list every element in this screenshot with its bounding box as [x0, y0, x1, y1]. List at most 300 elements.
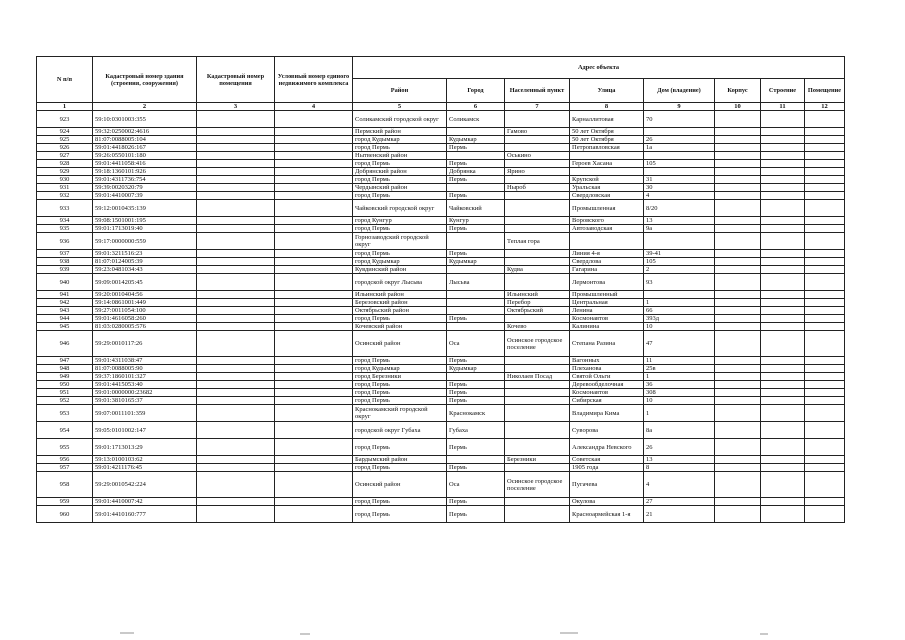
- column-number: 5: [353, 103, 447, 111]
- table-row: [37, 389, 845, 397]
- cell-row-num: 936: [37, 233, 93, 250]
- header-cond-num: Условный номер единого недвижимого комплекса: [275, 57, 353, 103]
- column-number: 12: [805, 103, 845, 111]
- cell-street: Сибирская: [570, 397, 644, 405]
- cell-locality: [505, 405, 570, 422]
- cell-district: Ильинский район: [353, 291, 447, 299]
- cell-district: город Пермь: [353, 397, 447, 405]
- header-locality: Населенный пункт: [505, 79, 570, 103]
- cell-street: Свердловская: [570, 192, 644, 200]
- cell-room: [805, 506, 845, 523]
- cell-room: [805, 168, 845, 176]
- cell-row-num: 953: [37, 405, 93, 422]
- column-number-row: [37, 103, 845, 111]
- cell-room: [805, 184, 845, 192]
- cell-district: Добрянский район: [353, 168, 447, 176]
- cell-locality: Кудва: [505, 266, 570, 274]
- cell-cond-num: [275, 323, 353, 331]
- header-house: Дом (владение): [644, 79, 715, 103]
- cell-cond-num: [275, 439, 353, 456]
- cell-building: [761, 291, 805, 299]
- cell-building: [761, 217, 805, 225]
- cell-cad-building: 81:07:0088005:104: [93, 136, 197, 144]
- cell-house: 8/20: [644, 200, 715, 217]
- cell-cad-building: 59:05:0101002:147: [93, 422, 197, 439]
- cell-korpus: [715, 111, 761, 128]
- cell-cad-building: 81:07:0124005:39: [93, 258, 197, 266]
- cell-cad-building: 59:01:4311038:47: [93, 357, 197, 365]
- table-row: [37, 184, 845, 192]
- cell-locality: [505, 250, 570, 258]
- cell-korpus: [715, 200, 761, 217]
- cell-cad-room: [197, 365, 275, 373]
- cell-korpus: [715, 168, 761, 176]
- cell-cond-num: [275, 111, 353, 128]
- cell-cad-room: [197, 152, 275, 160]
- cell-row-num: 943: [37, 307, 93, 315]
- cell-korpus: [715, 397, 761, 405]
- cell-district: Бардымский район: [353, 456, 447, 464]
- cell-city: [447, 152, 505, 160]
- cell-city: Лысьва: [447, 274, 505, 291]
- cell-district: город Пермь: [353, 381, 447, 389]
- cell-building: [761, 365, 805, 373]
- cell-korpus: [715, 225, 761, 233]
- cell-city: Соликамск: [447, 111, 505, 128]
- cell-cad-building: 59:08:1501001:195: [93, 217, 197, 225]
- cell-house: 10: [644, 323, 715, 331]
- cell-korpus: [715, 365, 761, 373]
- cell-cad-room: [197, 266, 275, 274]
- cell-district: Пермский район: [353, 128, 447, 136]
- cell-street: Плеханова: [570, 365, 644, 373]
- cell-cad-building: 59:39:0020320:79: [93, 184, 197, 192]
- cell-city: Кудымкар: [447, 365, 505, 373]
- table-row: [37, 168, 845, 176]
- cell-street: [570, 233, 644, 250]
- column-number: 4: [275, 103, 353, 111]
- cell-city: Краснокамск: [447, 405, 505, 422]
- cell-district: город Пермь: [353, 389, 447, 397]
- cell-cad-room: [197, 250, 275, 258]
- cell-room: [805, 128, 845, 136]
- cell-cad-building: 59:01:4410007:42: [93, 498, 197, 506]
- column-number: 1: [37, 103, 93, 111]
- table-row: [37, 331, 845, 357]
- cell-house: 27: [644, 498, 715, 506]
- cell-row-num: 960: [37, 506, 93, 523]
- cell-korpus: [715, 373, 761, 381]
- cell-korpus: [715, 422, 761, 439]
- cell-city: [447, 307, 505, 315]
- cell-district: город Пермь: [353, 144, 447, 152]
- cell-locality: [505, 176, 570, 184]
- cell-locality: [505, 464, 570, 472]
- cell-house: 39-41: [644, 250, 715, 258]
- cell-room: [805, 274, 845, 291]
- cell-street: Карналлитовая: [570, 111, 644, 128]
- cell-district: город Пермь: [353, 498, 447, 506]
- table-row: [37, 176, 845, 184]
- cell-cad-building: 59:10:0301003:355: [93, 111, 197, 128]
- cell-building: [761, 299, 805, 307]
- cell-city: [447, 373, 505, 381]
- cell-row-num: 959: [37, 498, 93, 506]
- cell-building: [761, 225, 805, 233]
- cell-house: 70: [644, 111, 715, 128]
- cell-city: Пермь: [447, 397, 505, 405]
- cell-room: [805, 192, 845, 200]
- cell-street: Крупской: [570, 176, 644, 184]
- cell-building: [761, 233, 805, 250]
- cell-locality: Ильинский: [505, 291, 570, 299]
- cell-room: [805, 456, 845, 464]
- cell-street: 1905 года: [570, 464, 644, 472]
- cell-korpus: [715, 128, 761, 136]
- cell-street: Петропавловская: [570, 144, 644, 152]
- cell-building: [761, 323, 805, 331]
- cell-cad-room: [197, 200, 275, 217]
- cell-building: [761, 192, 805, 200]
- cell-building: [761, 200, 805, 217]
- cell-room: [805, 389, 845, 397]
- cell-korpus: [715, 456, 761, 464]
- cell-cond-num: [275, 168, 353, 176]
- cell-city: Пермь: [447, 192, 505, 200]
- cell-cad-room: [197, 184, 275, 192]
- cell-locality: [505, 258, 570, 266]
- header-room: Помещение: [805, 79, 845, 103]
- cell-korpus: [715, 389, 761, 397]
- cell-cad-room: [197, 160, 275, 168]
- cell-cond-num: [275, 315, 353, 323]
- cell-cad-room: [197, 381, 275, 389]
- cell-row-num: 940: [37, 274, 93, 291]
- cell-house: 393д: [644, 315, 715, 323]
- cell-house: 8а: [644, 422, 715, 439]
- cell-cond-num: [275, 192, 353, 200]
- table-row: [37, 274, 845, 291]
- cell-district: Осинский район: [353, 331, 447, 357]
- cell-district: город Пермь: [353, 225, 447, 233]
- cell-building: [761, 111, 805, 128]
- column-number: 11: [761, 103, 805, 111]
- table-row: [37, 144, 845, 152]
- cell-cad-room: [197, 299, 275, 307]
- cell-cad-building: 59:01:3211516:23: [93, 250, 197, 258]
- cell-row-num: 949: [37, 373, 93, 381]
- cell-cond-num: [275, 128, 353, 136]
- cell-city: Кунгур: [447, 217, 505, 225]
- cell-cad-room: [197, 176, 275, 184]
- cell-cad-building: 59:20:0010404:56: [93, 291, 197, 299]
- cell-korpus: [715, 464, 761, 472]
- cell-city: Пермь: [447, 250, 505, 258]
- cell-korpus: [715, 357, 761, 365]
- cell-locality: [505, 381, 570, 389]
- cell-district: город Пермь: [353, 176, 447, 184]
- cell-cad-building: 59:13:0100103:62: [93, 456, 197, 464]
- table-row: [37, 136, 845, 144]
- cell-house: 4: [644, 192, 715, 200]
- cell-cad-room: [197, 225, 275, 233]
- cell-city: Пермь: [447, 357, 505, 365]
- cell-row-num: 929: [37, 168, 93, 176]
- cell-district: город Березники: [353, 373, 447, 381]
- cell-room: [805, 365, 845, 373]
- cell-cad-room: [197, 405, 275, 422]
- cell-cond-num: [275, 176, 353, 184]
- cell-cond-num: [275, 200, 353, 217]
- cell-building: [761, 128, 805, 136]
- cell-room: [805, 307, 845, 315]
- cell-cond-num: [275, 389, 353, 397]
- cell-cond-num: [275, 331, 353, 357]
- cell-row-num: 927: [37, 152, 93, 160]
- cell-cond-num: [275, 144, 353, 152]
- cell-district: Чайковский городской округ: [353, 200, 447, 217]
- column-number: 2: [93, 103, 197, 111]
- cell-cad-room: [197, 307, 275, 315]
- cell-cond-num: [275, 422, 353, 439]
- cell-row-num: 945: [37, 323, 93, 331]
- table-row: [37, 128, 845, 136]
- cell-building: [761, 176, 805, 184]
- cell-district: Нытвенский район: [353, 152, 447, 160]
- cell-cad-building: 59:01:1713019:40: [93, 225, 197, 233]
- table-row: [37, 365, 845, 373]
- table-row: [37, 506, 845, 523]
- table-row: [37, 498, 845, 506]
- cell-city: Пермь: [447, 464, 505, 472]
- cell-cad-room: [197, 315, 275, 323]
- cell-district: город Пермь: [353, 357, 447, 365]
- cell-building: [761, 456, 805, 464]
- cell-cad-room: [197, 472, 275, 498]
- cell-city: Кудымкар: [447, 136, 505, 144]
- cell-cond-num: [275, 381, 353, 389]
- cell-building: [761, 144, 805, 152]
- cell-row-num: 946: [37, 331, 93, 357]
- cell-room: [805, 331, 845, 357]
- cell-street: 50 лет Октября: [570, 128, 644, 136]
- cell-city: Пермь: [447, 439, 505, 456]
- cell-city: Чайковский: [447, 200, 505, 217]
- cell-row-num: 937: [37, 250, 93, 258]
- cell-cond-num: [275, 456, 353, 464]
- cell-cad-room: [197, 136, 275, 144]
- cell-cond-num: [275, 266, 353, 274]
- cell-cad-building: 59:09:0014205:45: [93, 274, 197, 291]
- cell-district: город Пермь: [353, 439, 447, 456]
- cell-cad-room: [197, 168, 275, 176]
- cell-room: [805, 152, 845, 160]
- cell-korpus: [715, 144, 761, 152]
- table-row: [37, 323, 845, 331]
- cell-locality: [505, 498, 570, 506]
- table-row: [37, 160, 845, 168]
- cell-locality: Гамово: [505, 128, 570, 136]
- cell-city: Пермь: [447, 381, 505, 389]
- cell-cad-building: 59:18:1360101:926: [93, 168, 197, 176]
- cell-street: Советская: [570, 456, 644, 464]
- cell-cond-num: [275, 225, 353, 233]
- cell-cad-room: [197, 111, 275, 128]
- cell-cad-building: 59:01:4616058:260: [93, 315, 197, 323]
- cell-korpus: [715, 405, 761, 422]
- cell-room: [805, 258, 845, 266]
- cell-cad-room: [197, 456, 275, 464]
- cell-locality: [505, 439, 570, 456]
- cell-locality: [505, 217, 570, 225]
- cell-locality: [505, 160, 570, 168]
- table-row: [37, 225, 845, 233]
- cell-house: 1а: [644, 144, 715, 152]
- cell-room: [805, 397, 845, 405]
- table-row: [37, 111, 845, 128]
- cell-house: 105: [644, 258, 715, 266]
- cell-cad-room: [197, 464, 275, 472]
- cell-city: [447, 233, 505, 250]
- table-row: [37, 250, 845, 258]
- cell-room: [805, 200, 845, 217]
- cell-korpus: [715, 217, 761, 225]
- cell-district: Кочевский район: [353, 323, 447, 331]
- cell-room: [805, 225, 845, 233]
- cell-district: город Кудымкар: [353, 258, 447, 266]
- cell-row-num: 941: [37, 291, 93, 299]
- cell-korpus: [715, 266, 761, 274]
- cell-house: [644, 291, 715, 299]
- cell-street: Ленина: [570, 307, 644, 315]
- cell-district: Чердынский район: [353, 184, 447, 192]
- cell-locality: Осинское городское поселение: [505, 472, 570, 498]
- cell-district: Краснокамский городской округ: [353, 405, 447, 422]
- cell-room: [805, 464, 845, 472]
- cell-locality: Кочево: [505, 323, 570, 331]
- cell-house: [644, 233, 715, 250]
- cell-street: Святой Ольги: [570, 373, 644, 381]
- cell-row-num: 950: [37, 381, 93, 389]
- cell-room: [805, 144, 845, 152]
- cell-cond-num: [275, 464, 353, 472]
- cell-cond-num: [275, 405, 353, 422]
- cell-cond-num: [275, 506, 353, 523]
- cell-cad-room: [197, 192, 275, 200]
- header-cad-building: Кадастровый номер здания (строения, сооружения): [93, 57, 197, 103]
- cell-cad-room: [197, 397, 275, 405]
- cell-locality: [505, 365, 570, 373]
- cell-row-num: 954: [37, 422, 93, 439]
- property-table: [36, 56, 845, 523]
- cell-building: [761, 506, 805, 523]
- cell-locality: [505, 144, 570, 152]
- table-row: [37, 233, 845, 250]
- cell-street: Вагонных: [570, 357, 644, 365]
- cell-korpus: [715, 299, 761, 307]
- cell-city: [447, 323, 505, 331]
- cell-locality: Ярино: [505, 168, 570, 176]
- cell-cad-building: 81:03:0280005:576: [93, 323, 197, 331]
- cell-cad-building: 59:01:1713013:29: [93, 439, 197, 456]
- cell-district: городской округ Лысьва: [353, 274, 447, 291]
- cell-street: 50 лет Октября: [570, 136, 644, 144]
- cell-cad-room: [197, 373, 275, 381]
- cell-street: Уральская: [570, 184, 644, 192]
- cell-locality: Октябрьский: [505, 307, 570, 315]
- table-row: [37, 357, 845, 365]
- cell-row-num: 951: [37, 389, 93, 397]
- cell-district: город Пермь: [353, 250, 447, 258]
- cell-cad-room: [197, 422, 275, 439]
- cell-cad-building: 59:14:0861001:449: [93, 299, 197, 307]
- cell-cond-num: [275, 498, 353, 506]
- column-number: 3: [197, 103, 275, 111]
- cell-korpus: [715, 472, 761, 498]
- cell-district: Березовский район: [353, 299, 447, 307]
- cell-house: 308: [644, 389, 715, 397]
- cell-row-num: 958: [37, 472, 93, 498]
- cell-room: [805, 323, 845, 331]
- cell-room: [805, 111, 845, 128]
- cell-cond-num: [275, 184, 353, 192]
- cell-building: [761, 439, 805, 456]
- cell-room: [805, 439, 845, 456]
- cell-cad-room: [197, 357, 275, 365]
- column-number: 6: [447, 103, 505, 111]
- cell-locality: Оськино: [505, 152, 570, 160]
- table-row: [37, 439, 845, 456]
- cell-house: 2: [644, 266, 715, 274]
- cell-street: [570, 168, 644, 176]
- cell-street: Промышленный: [570, 291, 644, 299]
- cell-cond-num: [275, 160, 353, 168]
- cell-house: 25в: [644, 365, 715, 373]
- cell-street: Окулова: [570, 498, 644, 506]
- cell-row-num: 955: [37, 439, 93, 456]
- cell-house: 105: [644, 160, 715, 168]
- cell-cond-num: [275, 291, 353, 299]
- cell-cad-building: 59:29:0010117:26: [93, 331, 197, 357]
- cell-house: 36: [644, 381, 715, 389]
- table-row: [37, 192, 845, 200]
- cell-street: Героев Хасана: [570, 160, 644, 168]
- cell-row-num: 948: [37, 365, 93, 373]
- cell-street: Линия 4-я: [570, 250, 644, 258]
- cell-street: Космонавтов: [570, 315, 644, 323]
- cell-cad-building: 59:01:4211176:45: [93, 464, 197, 472]
- cell-korpus: [715, 323, 761, 331]
- cell-row-num: 923: [37, 111, 93, 128]
- cell-room: [805, 357, 845, 365]
- cell-street: Степана Разина: [570, 331, 644, 357]
- cell-building: [761, 373, 805, 381]
- cell-cad-building: 59:01:4410007:39: [93, 192, 197, 200]
- column-number: 10: [715, 103, 761, 111]
- header-cad-room: Кадастровый номер помещения: [197, 57, 275, 103]
- cell-cond-num: [275, 397, 353, 405]
- cell-cad-room: [197, 389, 275, 397]
- cell-cond-num: [275, 472, 353, 498]
- cell-cond-num: [275, 152, 353, 160]
- cell-building: [761, 381, 805, 389]
- cell-district: город Пермь: [353, 315, 447, 323]
- cell-locality: [505, 225, 570, 233]
- table-row: [37, 291, 845, 299]
- cell-row-num: 926: [37, 144, 93, 152]
- table-row: [37, 258, 845, 266]
- cell-street: Красноармейская 1-я: [570, 506, 644, 523]
